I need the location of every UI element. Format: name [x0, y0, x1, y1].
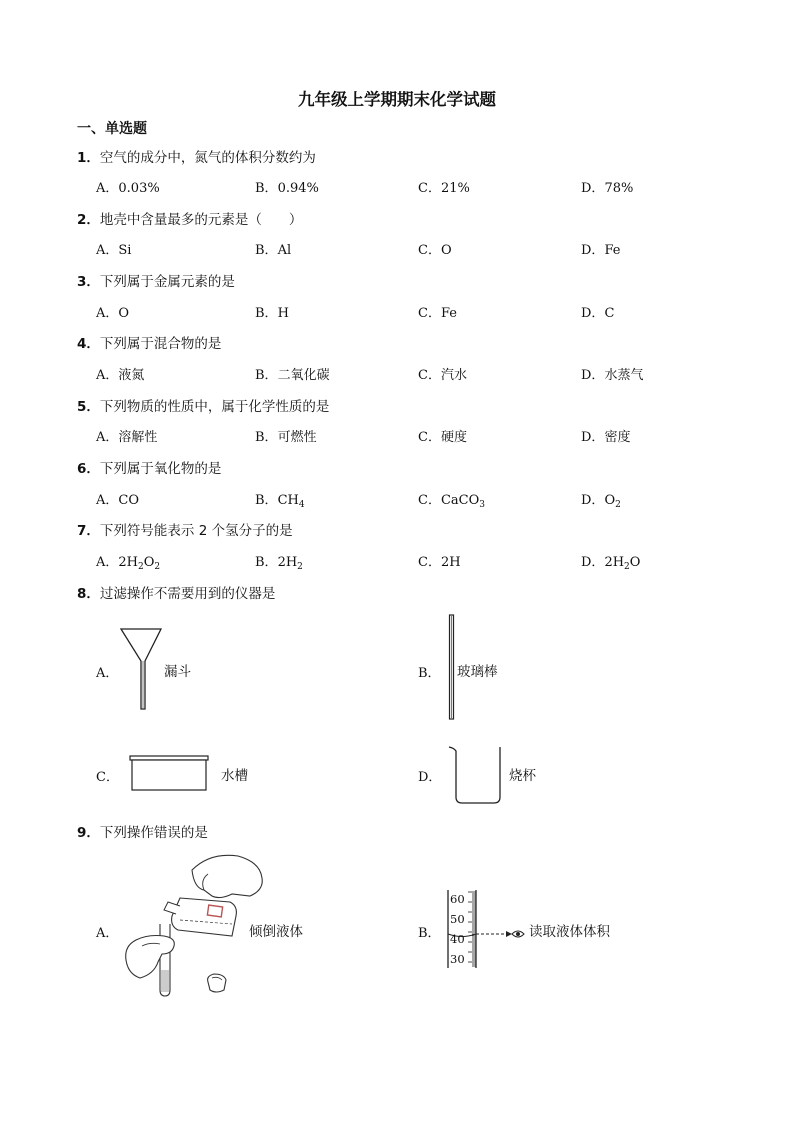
beaker-icon	[446, 743, 504, 807]
section-heading: 一、单选题	[77, 121, 147, 137]
q8-option-b-caption: 玻璃棒	[457, 664, 498, 680]
q8-option-c-key: C．	[96, 770, 119, 785]
q4-option-a[interactable]: A．液氮	[96, 368, 145, 383]
question-7: 7．下列符号能表示 2 个氢分子的是	[77, 523, 293, 539]
q3-option-c[interactable]: C．Fe	[418, 306, 457, 321]
q8-option-d-caption: 烧杯	[509, 768, 536, 784]
q1-option-c[interactable]: C．21%	[418, 181, 470, 196]
q9-option-a-key: A．	[96, 926, 119, 941]
funnel-icon	[118, 627, 168, 713]
water-trough-icon	[128, 754, 212, 794]
q7-option-c[interactable]: C．2H	[418, 555, 461, 570]
q7-option-b[interactable]: B．$2H_2$	[255, 555, 303, 572]
q1-option-a[interactable]: A．0.03%	[96, 181, 160, 196]
question-2: 2．地壳中含量最多的元素是（ ）	[77, 212, 303, 228]
q9-option-a-caption: 倾倒液体	[249, 924, 303, 940]
page-title: 九年级上学期期末化学试题	[298, 90, 496, 109]
question-4: 4．下列属于混合物的是	[77, 336, 222, 352]
q2-option-c[interactable]: C．O	[418, 243, 452, 258]
glass-rod-icon	[448, 614, 456, 720]
question-6: 6．下列属于氧化物的是	[77, 461, 222, 477]
q6-option-d[interactable]: D．$O_2$	[581, 493, 621, 510]
q4-option-d[interactable]: D．水蒸气	[581, 368, 644, 383]
q9-option-b-key: B．	[418, 926, 441, 941]
q7-option-d[interactable]: D．$2H_2O$	[581, 555, 641, 572]
q5-option-c[interactable]: C．硬度	[418, 430, 467, 445]
q1-option-d[interactable]: D．78%	[581, 181, 634, 196]
eye-icon	[512, 931, 524, 937]
q8-option-a-caption: 漏斗	[164, 664, 191, 680]
question-9: 9．下列操作错误的是	[77, 825, 208, 841]
q6-option-b[interactable]: B．$CH_4$	[255, 493, 305, 510]
q5-option-d[interactable]: D．密度	[581, 430, 631, 445]
q3-option-b[interactable]: B．H	[255, 306, 289, 321]
q9-option-b-caption: 读取液体体积	[529, 924, 610, 940]
pouring-liquid-illustration	[120, 850, 270, 1000]
cylinder-scale	[450, 889, 465, 969]
q5-option-b[interactable]: B．可燃性	[255, 430, 317, 445]
q8-option-a-key: A．	[96, 666, 119, 681]
cylinder-tick-60: 60	[450, 892, 465, 906]
cylinder-tick-40: 40	[450, 932, 465, 946]
q1-option-b[interactable]: B．0.94%	[255, 181, 319, 196]
q4-option-b[interactable]: B．二氧化碳	[255, 368, 330, 383]
q6-option-c[interactable]: C．CaCO$_3$	[418, 493, 485, 510]
q3-option-a[interactable]: A．O	[96, 306, 130, 321]
q8-option-b-key: B．	[418, 666, 441, 681]
q8-option-d-key: D．	[418, 770, 442, 785]
q7-option-a[interactable]: A．$2H_2O_2$	[96, 555, 161, 572]
question-3: 3．下列属于金属元素的是	[77, 274, 235, 290]
q4-option-c[interactable]: C．汽水	[418, 368, 467, 383]
question-5: 5．下列物质的性质中，属于化学性质的是	[77, 399, 330, 415]
question-8: 8．过滤操作不需要用到的仪器是	[77, 586, 276, 602]
q8-option-c-caption: 水槽	[221, 768, 248, 784]
q6-option-a[interactable]: A．CO	[96, 493, 139, 508]
q3-option-d[interactable]: D．C	[581, 306, 615, 321]
q2-option-d[interactable]: D．Fe	[581, 243, 621, 258]
q2-option-a[interactable]: A．Si	[96, 243, 132, 258]
cylinder-tick-50: 50	[450, 912, 465, 926]
question-1: 1．空气的成分中，氮气的体积分数约为	[77, 150, 316, 166]
q5-option-a[interactable]: A．溶解性	[96, 430, 158, 445]
cylinder-tick-30: 30	[450, 952, 465, 966]
q2-option-b[interactable]: B．Al	[255, 243, 292, 258]
